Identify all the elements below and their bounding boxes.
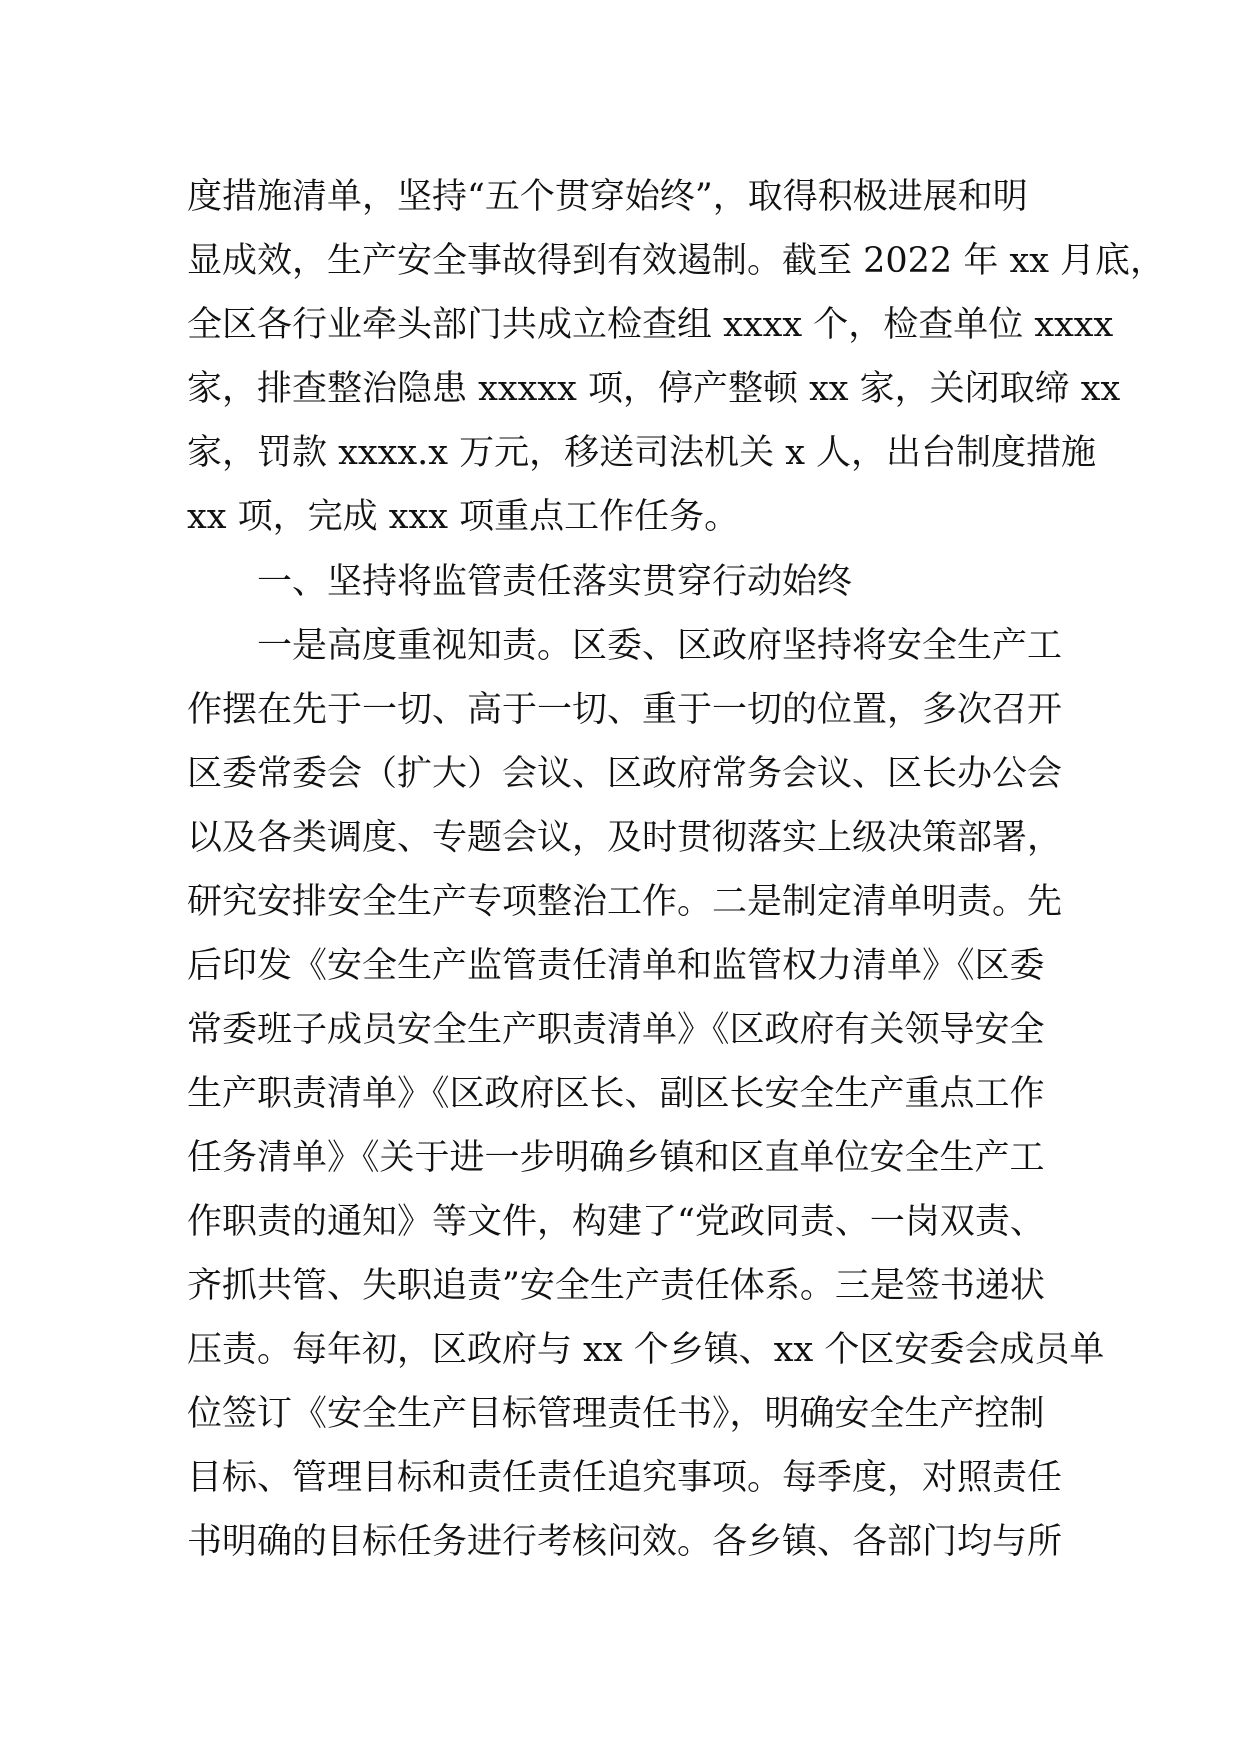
text-line: 家，罚款 xxxx.x 万元，移送司法机关 x 人，出台制度措施 (187, 433, 1097, 473)
section-heading: 一、坚持将监管责任落实贯穿行动始终 (257, 562, 853, 602)
text-line: 齐抓共管、失职追责”安全生产责任体系。三是签书递状 (187, 1266, 1045, 1306)
text-line: 区委常委会（扩大）会议、区政府常务会议、区长办公会 (187, 754, 1063, 794)
text-line: 全区各行业牵头部门共成立检查组 xxxx 个，检查单位 xxxx (187, 305, 1114, 345)
text-line: 度措施清单，坚持“五个贯穿始终”，取得积极进展和明 (187, 177, 1028, 217)
text-line: 压责。每年初，区政府与 xx 个乡镇、xx 个区安委会成员单 (187, 1330, 1105, 1370)
text-line: 作职责的通知》等文件，构建了“党政同责、一岗双责、 (187, 1202, 1045, 1242)
text-line: 研究安排安全生产专项整治工作。二是制定清单明责。先 (187, 882, 1063, 922)
text-line: 位签订《安全生产目标管理责任书》，明确安全生产控制 (187, 1394, 1045, 1434)
text-line: 一是高度重视知责。区委、区政府坚持将安全生产工 (257, 626, 1063, 666)
text-line: xx 项，完成 xxx 项重点工作任务。 (187, 497, 740, 537)
text-line: 目标、管理目标和责任责任追究事项。每季度，对照责任 (187, 1458, 1063, 1498)
text-line: 任务清单》《关于进一步明确乡镇和区直单位安全生产工 (187, 1138, 1045, 1178)
text-line: 书明确的目标任务进行考核问效。各乡镇、各部门均与所 (187, 1522, 1063, 1562)
text-line: 显成效，生产安全事故得到有效遏制。截至 2022 年 xx 月底， (187, 241, 1166, 281)
text-line: 家，排查整治隐患 xxxxx 项，停产整顿 xx 家，关闭取缔 xx (187, 369, 1121, 409)
text-line: 常委班子成员安全生产职责清单》《区政府有关领导安全 (187, 1010, 1045, 1050)
text-line: 后印发《安全生产监管责任清单和监管权力清单》《区委 (187, 946, 1045, 986)
text-line: 作摆在先于一切、高于一切、重于一切的位置，多次召开 (187, 690, 1063, 730)
text-line: 生产职责清单》《区政府区长、副区长安全生产重点工作 (187, 1074, 1045, 1114)
text-line: 以及各类调度、专题会议，及时贯彻落实上级决策部署， (187, 818, 1063, 858)
